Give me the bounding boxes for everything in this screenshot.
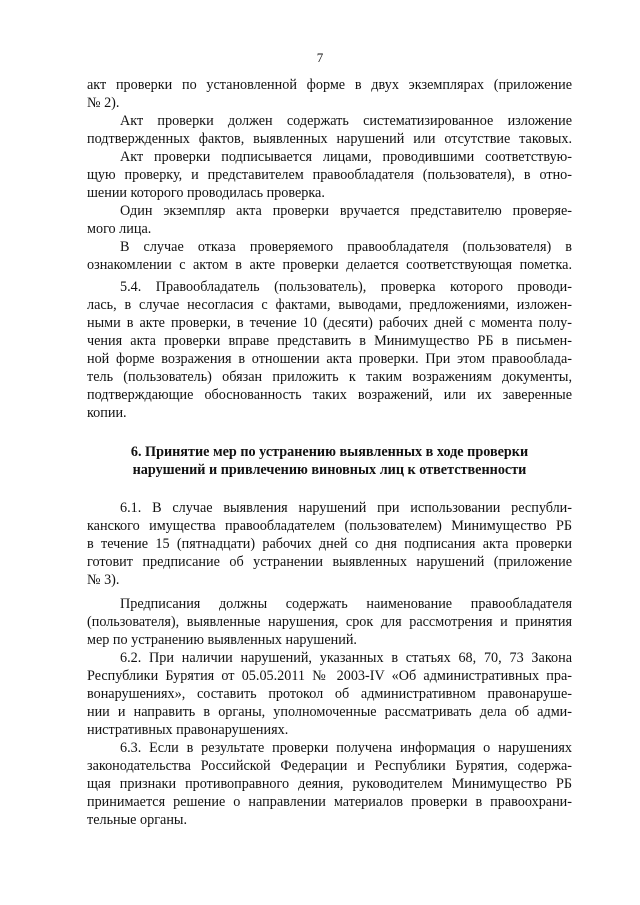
text-line: ознакомлении с актом в акте проверки делается соответствующая пометка. [87,257,572,273]
text-line: щую проверку, и представителем правообладателя (пользователя), в отно- [87,167,572,183]
text-line: законодательства Российской Федерации и Республики Бурятия, содержа- [87,758,572,774]
text-line: мер по устранению выявленных нарушений. [87,632,357,648]
text-line: вонарушениях», составить протокол об административном правонаруше- [87,686,572,702]
text-line: Один экземпляр акта проверки вручается представителю проверяе- [120,203,572,219]
text-line: ными в акте проверки, в течение 10 (десяти) рабочих дней с момента полу- [87,315,572,331]
text-line: Предписания должны содержать наименование правообладателя [120,596,572,612]
text-line: копии. [87,405,127,421]
text-line: Акт проверки должен содержать систематизированное изложение [120,113,572,129]
page-number: 7 [316,50,324,65]
text-line: Акт проверки подписывается лицами, проводившими соответствую- [120,149,572,165]
text-line: 6.3. Если в результате проверки получена информация о нарушениях [120,740,572,756]
text-line: Республики Бурятия от 05.05.2011 № 2003-IV «Об административных пра- [87,668,572,684]
text-line: подтвержденных фактов, выявленных нарушений или отсутствие таковых. [87,131,572,147]
text-line: щая признаки противоправного деяния, руководителем Минимущество РБ [87,776,572,792]
text-line: тель (пользователь) обязан приложить к таким возражениям документы, [87,369,572,385]
text-line: канского имущества правообладателем (пользователем) Минимущество РБ [87,518,572,534]
text-line: 6.2. При наличии нарушений, указанных в статьях 68, 70, 73 Закона [120,650,572,666]
text-line: готовит предписание об устранении выявленных нарушений (приложение [87,554,572,570]
section-heading: нарушений и привлечению виновных лиц к ответственности [132,462,527,478]
text-line: нистративных правонарушениях. [87,722,289,738]
text-line: ной форме возражения в отношении акта проверки. При этом правооблада- [87,351,572,367]
text-line: (пользователя), выявленные нарушения, срок для рассмотрения и принятия [87,614,572,630]
text-line: В случае отказа проверяемого правообладателя (пользователя) в [120,239,572,255]
text-line: 6.1. В случае выявления нарушений при использовании республи- [120,500,572,516]
text-line: шении которого проводилась проверка. [87,185,325,201]
section-heading: 6. Принятие мер по устранению выявленных в ходе проверки [130,444,529,460]
text-line: № 3). [87,572,120,588]
text-line: тельные органы. [87,812,187,828]
text-line: № 2). [87,95,120,111]
text-line: нии и направить в органы, уполномоченные рассматривать дела об адми- [87,704,572,720]
text-line: акт проверки по установленной форме в двух экземплярах (приложение [87,77,572,93]
text-line: 5.4. Правообладатель (пользователь), проверка которого проводи- [120,279,572,295]
text-line: мого лица. [87,221,152,237]
text-line: чения акта проверки вправе представить в Минимущество РБ в письмен- [87,333,572,349]
text-line: подтверждающие обоснованность таких возражений, или их заверенные [87,387,572,403]
text-line: в течение 15 (пятнадцати) рабочих дней со дня подписания акта проверки [87,536,572,552]
text-line: принимается решение о направлении материалов проверки в правоохрани- [87,794,572,810]
text-line: лась, в случае несогласия с фактами, выводами, предложениями, изложен- [87,297,572,313]
